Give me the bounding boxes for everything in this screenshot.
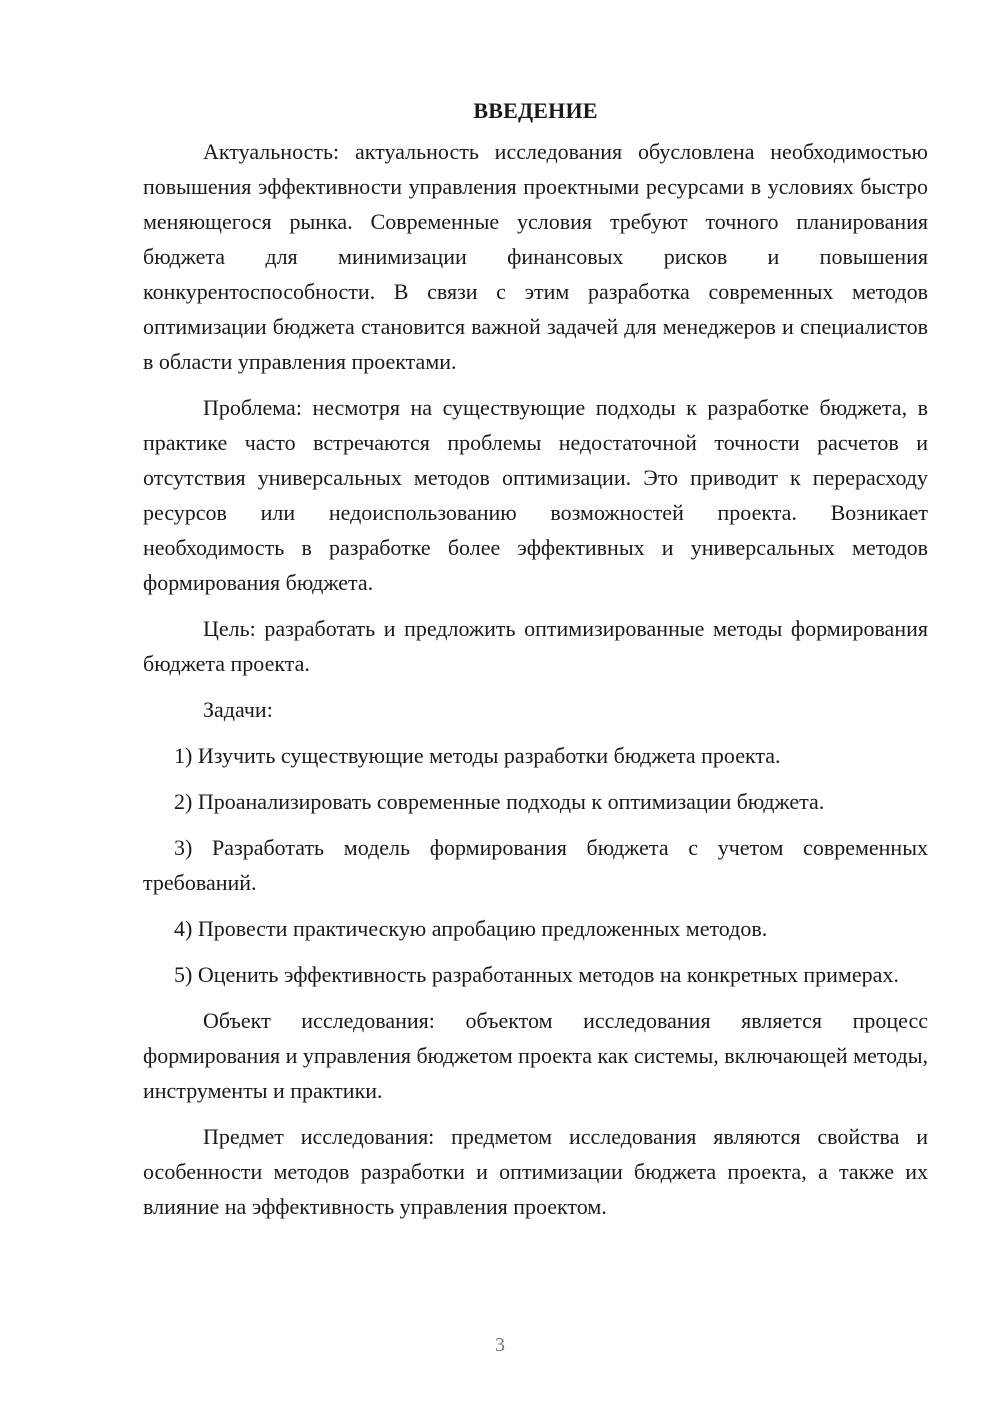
task-item-4: 4) Провести практическую апробацию предложенных методов.: [174, 916, 768, 941]
relevance-paragraph: Актуальность: актуальность исследования обусловлена необходимостью повышения эффективности управления проектными ресурсами в условиях быстро меняющегося рынка. Современные условия требуют точного планирования бюджета для минимизации финансовых рисков и повышения конкурентоспособности. В связи с этим разработка современных методов оптимизации бюджета становится важной задачей для менеджеров и специалистов в области управления проектами.: [143, 139, 928, 374]
task-item-1: 1) Изучить существующие методы разработки бюджета проекта.: [174, 743, 781, 768]
object-paragraph: Объект исследования: объектом исследования является процесс формирования и управления бюджетом проекта как системы, включающей методы, инструменты и практики.: [143, 1008, 928, 1103]
problem-paragraph: Проблема: несмотря на существующие подходы к разработке бюджета, в практике часто встречаются проблемы недостаточной точности расчетов и отсутствия универсальных методов оптимизации. Это приводит к перерасходу ресурсов или недоиспользованию возможностей проекта. Возникает необходимость в разработке более эффективных и универсальных методов формирования бюджета.: [143, 395, 928, 595]
tasks-heading: Задачи:: [203, 697, 273, 722]
section-title: ВВЕДЕНИЕ: [473, 98, 598, 123]
goal-paragraph: Цель: разработать и предложить оптимизированные методы формирования бюджета проекта.: [143, 616, 928, 676]
page-number: 3: [495, 1334, 505, 1356]
task-item-2: 2) Проанализировать современные подходы к оптимизации бюджета.: [174, 789, 825, 814]
subject-paragraph: Предмет исследования: предметом исследования являются свойства и особенности методов разработки и оптимизации бюджета проекта, а также их влияние на эффективность управления проектом.: [143, 1124, 928, 1219]
page-content: [143, 96, 928, 1235]
task-item-3: 3) Разработать модель формирования бюджета с учетом современных требований.: [143, 835, 928, 895]
task-item-5: 5) Оценить эффективность разработанных методов на конкретных примерах.: [174, 962, 899, 987]
